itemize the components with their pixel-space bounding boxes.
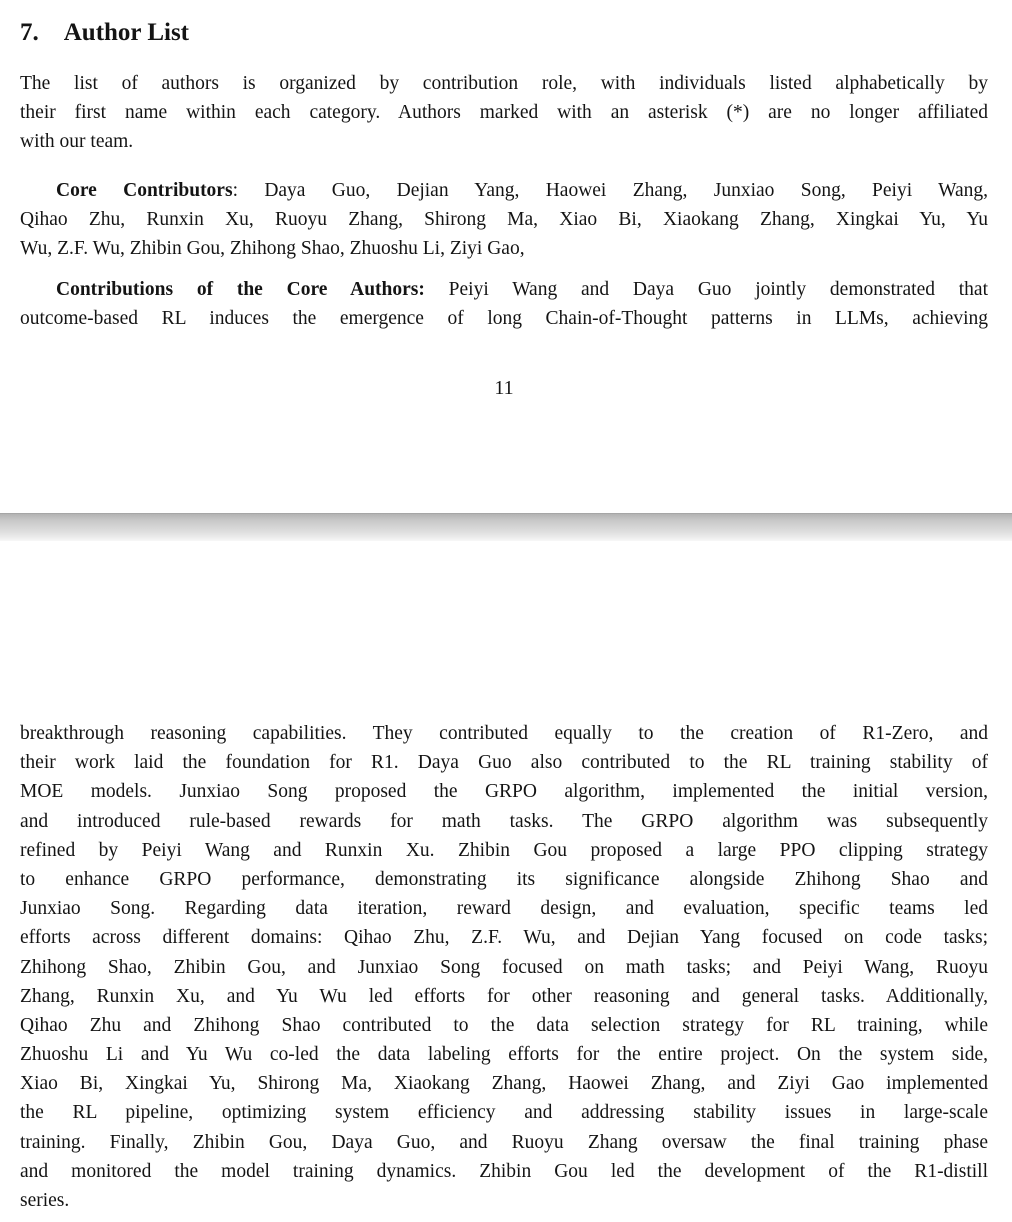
bold-run-in-label: Core Contributors bbox=[56, 180, 233, 201]
text-line: Wu, Z.F. Wu, Zhibin Gou, Zhihong Shao, Zhuoshu Li, Ziyi Gao, bbox=[20, 238, 525, 260]
text-line: Zhang, Runxin Xu, and Yu Wu led efforts for other reasoning and general tasks. Additionally, bbox=[20, 985, 988, 1007]
text-line: the RL pipeline, optimizing system efficiency and addressing stability issues in large-scale bbox=[20, 1102, 988, 1124]
text-line: Qihao Zhu and Zhihong Shao contributed to the data selection strategy for RL training, while bbox=[20, 1014, 988, 1036]
text-line: Xiao Bi, Xingkai Yu, Shirong Ma, Xiaokang Zhang, Haowei Zhang, and Ziyi Gao implemented bbox=[20, 1073, 988, 1095]
text-line: efforts across different domains: Qihao Zhu, Z.F. Wu, and Dejian Yang focused on code tasks; bbox=[20, 927, 988, 949]
text-line: with our team. bbox=[20, 131, 134, 153]
text-line: Junxiao Song. Regarding data iteration, reward design, and evaluation, specific teams led bbox=[20, 898, 988, 920]
text-line: MOE models. Junxiao Song proposed the GRPO algorithm, implemented the initial version, bbox=[20, 781, 988, 803]
section-title: Author List bbox=[63, 19, 190, 46]
text-line: their first name within each category. Authors marked with an asterisk (*) are no longer affiliated bbox=[20, 102, 988, 124]
section-heading bbox=[20, 18, 189, 48]
text-line: and monitored the model training dynamics. Zhibin Gou led the development of the R1-distill bbox=[20, 1160, 988, 1182]
text-line: outcome-based RL induces the emergence of long Chain-of-Thought patterns in LLMs, achieving bbox=[20, 308, 988, 330]
core-contributors-paragraph bbox=[20, 176, 988, 264]
bold-run-in-label: Contributions of the Core Authors: bbox=[56, 279, 425, 300]
text-line: their work laid the foundation for R1. Daya Guo also contributed to the RL training stability of bbox=[20, 752, 988, 774]
text-line: series. bbox=[20, 1190, 70, 1211]
text-line: training. Finally, Zhibin Gou, Daya Guo, and Ruoyu Zhang oversaw the final training phase bbox=[20, 1131, 988, 1153]
text-line: Zhuoshu Li and Yu Wu co-led the data labeling efforts for the entire project. On the system side, bbox=[20, 1044, 988, 1066]
page-number: 11 bbox=[494, 377, 514, 399]
text-line: to enhance GRPO performance, demonstrating its significance alongside Zhihong Shao and bbox=[20, 868, 988, 890]
page-gap-separator bbox=[0, 513, 1012, 541]
text-line: refined by Peiyi Wang and Runxin Xu. Zhibin Gou proposed a large PPO clipping strategy bbox=[20, 839, 988, 861]
text-line: and introduced rule-based rewards for math tasks. The GRPO algorithm was subsequently bbox=[20, 810, 988, 832]
text-line: Core Contributors: Daya Guo, Dejian Yang, Haowei Zhang, Junxiao Song, Peiyi Wang, bbox=[56, 180, 988, 201]
continuation-paragraph bbox=[20, 719, 988, 1215]
text-line: breakthrough reasoning capabilities. They contributed equally to the creation of R1-Zero, and bbox=[20, 723, 988, 744]
text-line: Qihao Zhu, Runxin Xu, Ruoyu Zhang, Shirong Ma, Xiao Bi, Xiaokang Zhang, Xingkai Yu, Yu bbox=[20, 209, 988, 231]
section-number: 7. bbox=[20, 19, 39, 46]
contributions-paragraph bbox=[20, 275, 988, 333]
intro-paragraph bbox=[20, 69, 988, 157]
text-line: Contributions of the Core Authors: Peiyi Wang and Daya Guo jointly demonstrated that bbox=[56, 279, 988, 300]
text-line: The list of authors is organized by contribution role, with individuals listed alphabetically by bbox=[20, 73, 988, 94]
text-line: Zhihong Shao, Zhibin Gou, and Junxiao Song focused on math tasks; and Peiyi Wang, Ruoyu bbox=[20, 956, 988, 978]
